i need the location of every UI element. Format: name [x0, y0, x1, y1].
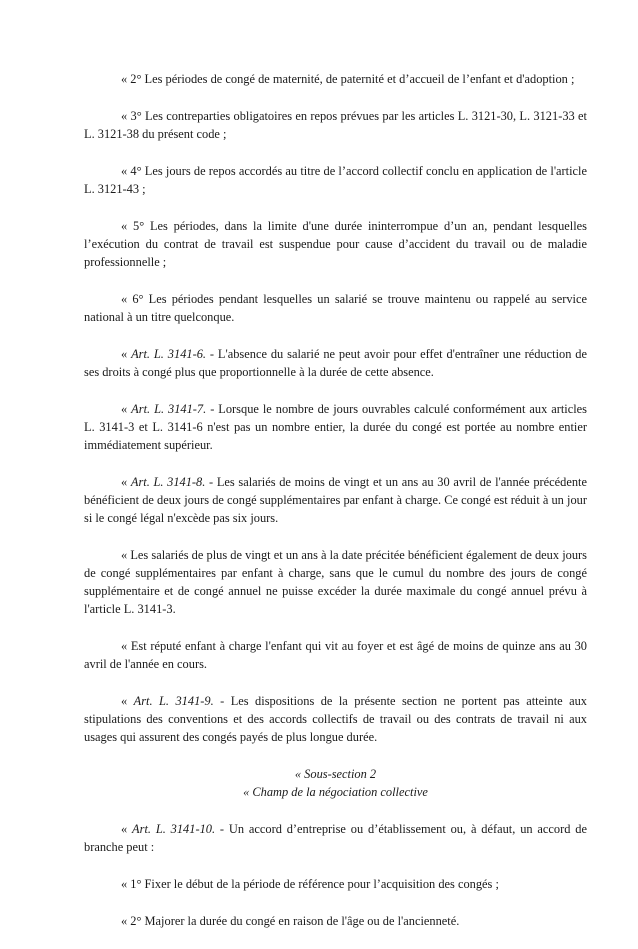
article-text: - Lorsque le nombre de jours ouvrables calculé conformément aux articles L. 3141-3 et L. 3141-6 n'est pas un nombre entier, la durée du congé est portée au nombre entier immédiatement supérieur. — [84, 402, 587, 452]
article-reference: Art. L. 3141-6. — [131, 347, 207, 361]
paragraph-item-4: « 4° Les jours de repos accordés au titre de l’accord collectif conclu en application de l'article L. 3121-43 ; — [84, 164, 587, 196]
article-l3141-8-paragraph-2: « Les salariés de plus de vingt et un ans à la date précitée bénéficient également de deux jours de congé supplémentaires par enfant à charge, sans que le cumul du nombre des jours de congé supplémentaire et de congé annuel ne puisse excéder la durée maximale du congé annuel prévu à l'article L. 3141-3. — [84, 548, 587, 616]
article-l3141-9 — [84, 692, 587, 746]
subsection-title: « Champ de la négociation collective — [243, 785, 428, 799]
article-prefix: « — [121, 822, 133, 836]
article-prefix: « — [121, 694, 134, 708]
article-reference: Art. L. 3141-10. — [132, 822, 216, 836]
article-l3141-7 — [84, 400, 587, 454]
subsection-number: « Sous-section 2 — [294, 767, 377, 781]
subsection-heading — [84, 765, 587, 801]
article-l3141-8 — [84, 473, 587, 527]
article-l3141-8-paragraph-3: « Est réputé enfant à charge l'enfant qui vit au foyer et est âgé de moins de quinze ans au 30 avril de l'année en cours. — [84, 639, 587, 671]
article-prefix: « — [121, 347, 132, 361]
article-reference: Art. L. 3141-9. — [133, 694, 214, 708]
article-prefix: « — [121, 475, 131, 489]
article-text: - L'absence du salarié ne peut avoir pour effet d'entraîner une réduction de ses droits à congé plus que proportionnelle à la durée de cette absence. — [84, 347, 587, 379]
paragraph-item-6: « 6° Les périodes pendant lesquelles un salarié se trouve maintenu ou rappelé au service national à un titre quelconque. — [84, 292, 587, 324]
paragraph-item-3: « 3° Les contreparties obligatoires en repos prévues par les articles L. 3121-30, L. 3121-33 et L. 3121-38 du présent code ; — [84, 109, 587, 141]
article-reference: Art. L. 3141-7. — [131, 402, 207, 416]
article-prefix: « — [121, 402, 132, 416]
list-item-1: « 1° Fixer le début de la période de référence pour l’acquisition des congés ; — [121, 877, 499, 891]
paragraph-item-5: « 5° Les périodes, dans la limite d'une durée ininterrompue d’un an, pendant lesquelles l’exécution du contrat de travail est suspendue pour cause d’accident du travail ou de maladie professionnelle ; — [84, 219, 587, 269]
article-text: - Les dispositions de la présente section ne portent pas atteinte aux stipulations des conventions et des accords collectifs de travail ou des contrats de travail ni aux usages qui assurent des congés payés de plus longue durée. — [84, 694, 588, 744]
list-item-2: « 2° Majorer la durée du congé en raison de l'âge ou de l'ancienneté. — [121, 914, 460, 928]
article-text: - Un accord d’entreprise ou d’établissement ou, à défaut, un accord de branche peut : — [84, 822, 587, 854]
paragraph-item-2: « 2° Les périodes de congé de maternité, de paternité et d’accueil de l’enfant et d'adoption ; — [121, 72, 575, 86]
article-l3141-10 — [84, 820, 587, 856]
document-page — [84, 70, 587, 949]
article-l3141-6 — [84, 345, 587, 381]
article-reference: Art. L. 3141-8. — [130, 475, 206, 489]
article-text: - Les salariés de moins de vingt et un ans au 30 avril de l'année précédente bénéficient de deux jours de congé supplémentaires par enfant à charge. Ce congé est réduit à un jour si le congé légal n'excède pas six jours. — [84, 475, 587, 525]
